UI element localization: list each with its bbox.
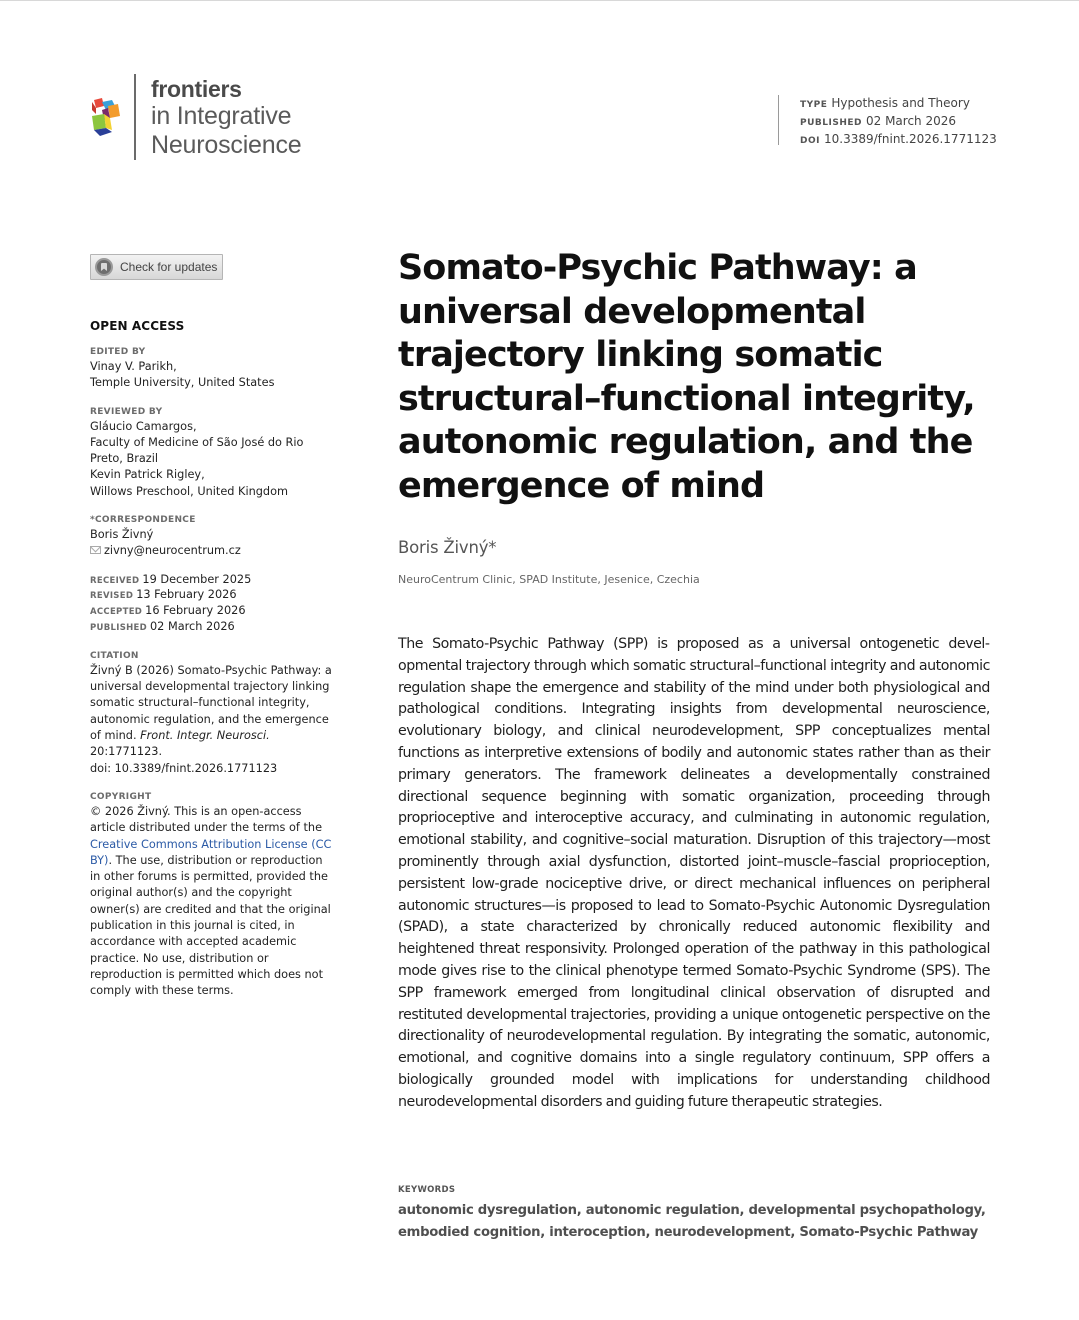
meta-type [800,95,997,113]
frontiers-cubes-icon [90,98,122,138]
journal-name-line1: in Integrative [151,102,292,130]
article-meta [778,95,997,145]
date-received-value: 19 December 2025 [142,572,252,586]
article-author: Boris Živný* [398,538,497,557]
citation-doi[interactable]: doi: 10.3389/fnint.2026.1771123 [90,761,278,775]
citation-label: CITATION [90,650,139,661]
logo-divider [134,74,136,160]
bookmark-icon [95,258,113,276]
reviewer-line: Kevin Patrick Rigley, [90,468,205,482]
sidebar [90,254,335,1000]
date-published-value: 02 March 2026 [150,620,235,634]
date-revised [90,588,335,604]
date-accepted-value: 16 February 2026 [145,604,246,618]
copyright-label: COPYRIGHT [90,791,152,802]
copyright-post: . The use, distribution or reproduction in other forums is permitted, provided the original author(s) and the copyright owner(s) are credited and that the original publication in this journal is cited, in accordance with accepted academic practice. No use, distribution or reproduction is permitted which does not comply with these terms. [90,853,331,998]
editor-name: Vinay V. Parikh, [90,360,177,373]
citation-journal: Front. Integr. Neurosci. [140,729,270,743]
reviewed-by-label: REVIEWED BY [90,406,163,417]
keywords-label: KEYWORDS [398,1185,456,1195]
reviewer-line: Willows Preschool, United Kingdom [90,484,288,498]
envelope-icon [90,546,101,554]
editor-affiliation: Temple University, United States [90,376,275,390]
keywords-list: autonomic dysregulation, autonomic regulation, developmental psychopathology, embodied cognition, interoception, neurodevelopment, Somato-Psychic Pathway [398,1203,986,1240]
reviewed-by-section [90,406,335,500]
meta-published [800,113,997,131]
abstract: The Somato-Psychic Pathway (SPP) is proposed as a universal ontogenetic developmental trajectory through which somatic structural–functional integrity and autonomic regulation shape the emergence and stability of the mind under both physiological and pathological conditions. Integrating insights from developmental neuroscience, evolutionary biology, and clinical neurodevelopment, SPP conceptualizes mental functions as interpretive extensions of bodily and autonomic states rather than as their primary generators. The framework delineates a developmentally constrained directional sequence beginning with somatic organization, proceeding through proprioceptive and interoceptive accuracy, and culminating in autonomic regulation, emotional stability, and cognitive–social maturation. Disruption of this trajectory—most prominently through axial dysfunction, distorted joint–muscle–fascial proprioception, persistent low-grade nociceptive drive, or direct mechanical influences on peripheral autonomic structures—is proposed to lead to Somato-Psychic Autonomic Dysregulation (SPAD), a state characterized by chronically reduced autonomic flexibility and heightened threat responsivity. Prolonged operation of the pathway in this pathological mode gives rise to the clinical phenotype termed Somato-Psychic Syndrome (SPS). The SPP framework emerged from longitudinal clinical observation of disrupted and restituted developmental trajectories, providing a unique ontogenetic perspective on the directionality of neurodevelopmental regulation. By integrating the somatic, autonomic, emotional, and cognitive domains into a single regulatory continuum, SPP offers a biologically grounded model with implications for understanding childhood neurodevelopmental disorders and guiding future therapeutic strategies. [398,636,990,1110]
copyright-pre: © 2026 Živný. This is an open-access article distributed under the terms of the [90,804,323,835]
open-access-label: OPEN ACCESS [90,319,185,333]
date-published [90,620,335,636]
date-revised-label: REVISED [90,591,134,602]
meta-doi-label: DOI [800,136,820,146]
citation-section [90,650,335,777]
date-published-label: PUBLISHED [90,623,147,634]
correspondence-label: *CORRESPONDENCE [90,515,196,526]
meta-published-label: PUBLISHED [800,118,862,128]
date-accepted-label: ACCEPTED [90,607,143,618]
date-received [90,573,335,589]
citation-volume: 20:1771123. [90,745,163,759]
date-revised-value: 13 February 2026 [136,588,237,602]
reviewer-line: Faculty of Medicine of São José do Rio [90,435,304,449]
correspondence-email-row [90,543,335,559]
copyright-section [90,791,335,1000]
journal-brand: frontiers [151,76,242,102]
author-affiliation: NeuroCentrum Clinic, SPAD Institute, Jesenice, Czechia [398,573,700,586]
edited-by-section [90,346,335,392]
date-received-label: RECEIVED [90,575,140,586]
date-accepted [90,604,335,620]
meta-type-value: Hypothesis and Theory [831,96,970,110]
citation-body: Živný B (2026) Somato-Psychic Pathway: a universal developmental trajectory linking somatic structural–functional integrity, autonomic regulation, and the emergence of mind. [90,663,332,743]
meta-type-label: TYPE [800,100,828,110]
journal-name [151,76,301,160]
meta-doi [800,131,997,149]
reviewer-line: Gláucio Camargos, [90,419,197,433]
meta-doi-value[interactable]: 10.3389/fnint.2026.1771123 [823,132,997,146]
correspondence-name: Boris Živný [90,528,154,542]
reviewer-line: Preto, Brazil [90,452,159,466]
copyright-text [90,804,335,1000]
check-for-updates-button[interactable] [90,254,223,280]
meta-published-value: 02 March 2026 [865,114,957,128]
correspondence-section [90,514,335,560]
correspondence-email[interactable]: zivny@neurocentrum.cz [104,544,241,558]
dates-section [90,573,335,636]
check-for-updates-label: Check for updates [120,260,218,274]
journal-name-line2: Neuroscience [151,131,302,159]
article-title: Somato-Psychic Pathway: a universal developmental trajectory linking somatic structural–functional integrity, autonomic regulation, and the emergence of mind [398,248,975,506]
citation-text [90,663,335,777]
edited-by-label: EDITED BY [90,347,146,357]
cc-by-license-link[interactable]: Creative Commons Attribution License (CC BY) [90,837,332,867]
page-top-rule [0,0,1079,2]
